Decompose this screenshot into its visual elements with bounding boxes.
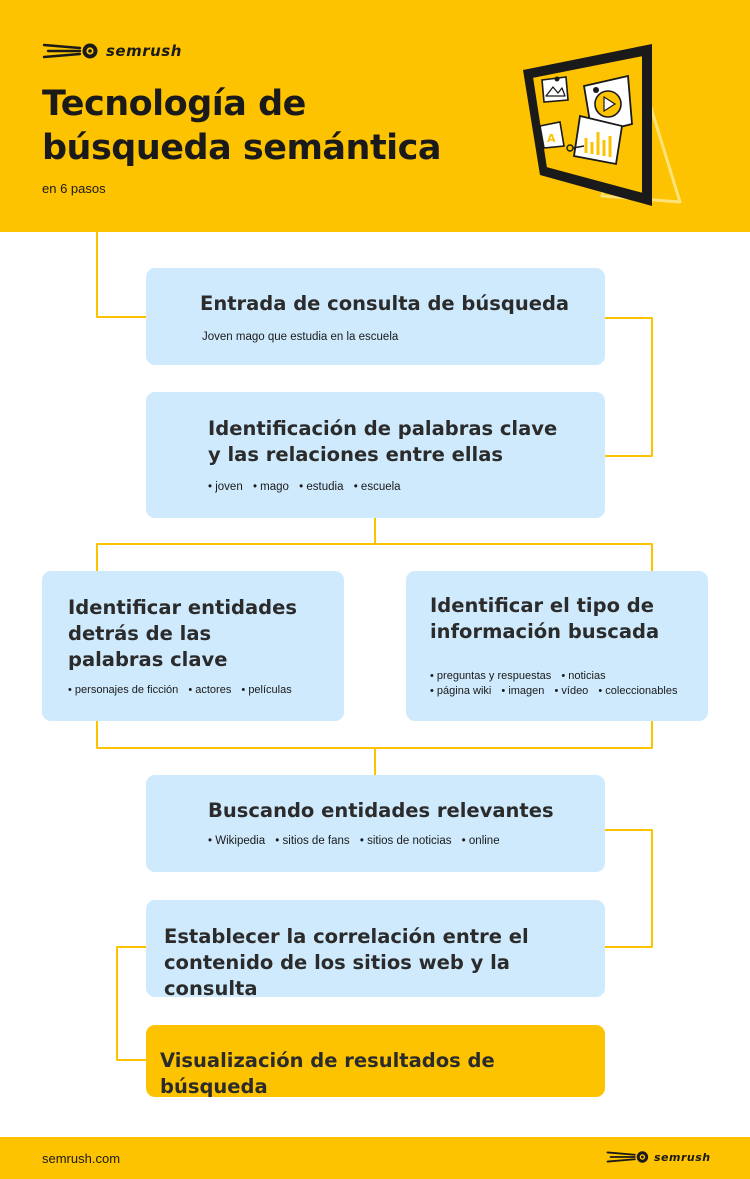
step-keyword-identification bbox=[146, 392, 605, 518]
keyword-bullets bbox=[208, 481, 408, 493]
page-subtitle: en 6 pasos bbox=[42, 181, 106, 196]
step-title: Establecer la correlación entre el contenido de los sitios web y la consulta bbox=[164, 925, 529, 1000]
step-text: Joven mago que estudia en la escuela bbox=[202, 331, 399, 343]
svg-text:A: A bbox=[547, 132, 556, 145]
footer-site-link[interactable]: semrush.com bbox=[42, 1151, 121, 1166]
brand-wordmark: semrush bbox=[654, 1150, 711, 1164]
bullet-item: • imagen bbox=[501, 685, 544, 697]
bullet-item: • sitios de fans bbox=[275, 835, 349, 847]
step-title: Visualización de resultados de búsqueda bbox=[160, 1049, 495, 1098]
step-search-query-input bbox=[146, 268, 605, 365]
bullet-item: • vídeo bbox=[554, 685, 588, 697]
bullet-item: • Wikipedia bbox=[208, 835, 265, 847]
bullet-item: • online bbox=[462, 835, 500, 847]
bullet-item: • coleccionables bbox=[598, 685, 677, 697]
bullet-item: • página wiki bbox=[430, 685, 491, 697]
step-display-results bbox=[146, 1025, 605, 1097]
bullet-item: • joven bbox=[208, 481, 243, 493]
bullet-item: • noticias bbox=[561, 670, 605, 682]
bullet-item: • mago bbox=[253, 481, 289, 493]
entity-bullets bbox=[68, 684, 299, 696]
step-search-relevant-entities bbox=[146, 775, 605, 872]
step-establish-correlation bbox=[146, 900, 605, 1000]
semrush-logo-bottom[interactable] bbox=[606, 1150, 711, 1164]
bullet-item: • películas bbox=[241, 684, 291, 696]
bullet-item: • actores bbox=[188, 684, 231, 696]
step-title: Entrada de consulta de búsqueda bbox=[200, 292, 570, 315]
info-type-bullets-row1 bbox=[430, 670, 613, 682]
bullet-item: • escuela bbox=[354, 481, 401, 493]
step-title: Identificación de palabras clave y las relaciones entre ellas bbox=[208, 417, 558, 466]
info-type-bullets-row2 bbox=[430, 685, 684, 697]
brand-wordmark: semrush bbox=[106, 42, 182, 60]
semrush-fire-icon bbox=[606, 1150, 650, 1164]
step-title: Identificar el tipo de información buscada bbox=[430, 594, 660, 643]
step-title: Identificar entidades detrás de las palabras clave bbox=[68, 596, 297, 671]
bullet-item: • estudia bbox=[299, 481, 343, 493]
bullet-item: • sitios de noticias bbox=[360, 835, 452, 847]
step-identify-info-type bbox=[406, 571, 708, 721]
page-title: Tecnología de búsqueda semántica bbox=[42, 84, 442, 168]
bullet-item: • preguntas y respuestas bbox=[430, 670, 551, 682]
bullet-item: • personajes de ficción bbox=[68, 684, 178, 696]
step-identify-entities bbox=[42, 571, 344, 721]
step-title: Buscando entidades relevantes bbox=[208, 799, 554, 822]
source-bullets bbox=[208, 835, 507, 847]
